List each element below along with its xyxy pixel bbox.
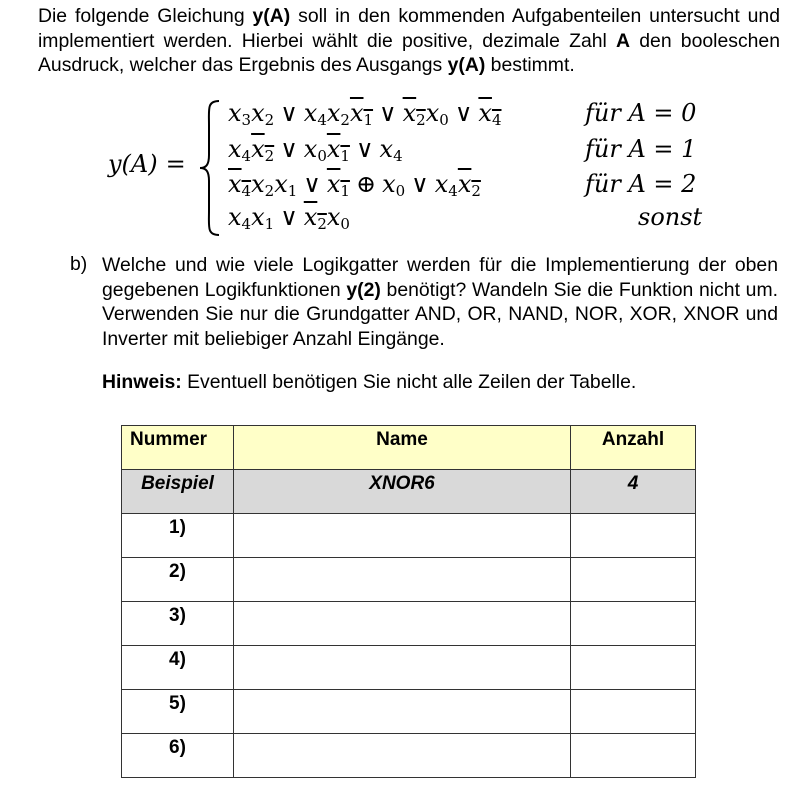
header-anzahl: Anzahl [571, 426, 696, 470]
row-anzahl-cell[interactable] [571, 734, 696, 778]
row-anzahl-cell[interactable] [571, 602, 696, 646]
hint-label: Hinweis: [102, 371, 182, 393]
row-nummer: 6) [122, 734, 234, 778]
equals-sign: = [165, 150, 186, 178]
case-condition: für A = 2 [585, 170, 697, 198]
hint [102, 371, 636, 394]
table-row [122, 514, 696, 558]
equation [0, 95, 812, 240]
row-nummer: 4) [122, 646, 234, 690]
question-text [102, 253, 778, 351]
example-nummer: Beispiel [122, 470, 234, 514]
example-anzahl: 4 [571, 470, 696, 514]
intro-text: soll in den kommenden Aufgabenteilen untersucht und implementiert werden. Hierbei wählt die positive, dezimale Zahl [38, 5, 780, 52]
table-header-row [122, 426, 696, 470]
table-row [122, 646, 696, 690]
row-nummer: 2) [122, 558, 234, 602]
row-name-cell[interactable] [234, 602, 571, 646]
case-condition: für A = 0 [585, 99, 697, 127]
row-anzahl-cell[interactable] [571, 646, 696, 690]
case-condition: sonst [638, 203, 703, 231]
table-row [122, 558, 696, 602]
intro-text: bestimmt. [485, 54, 575, 76]
case-expression: $x_4x_2$ ∨ $x_0x_1$ ∨ $x_4$ [228, 135, 403, 165]
lhs-text: y(A) [108, 150, 158, 178]
row-anzahl-cell[interactable] [571, 690, 696, 734]
intro-paragraph [38, 4, 780, 78]
row-name-cell[interactable] [234, 514, 571, 558]
row-nummer: 1) [122, 514, 234, 558]
header-name: Name [234, 426, 571, 470]
row-anzahl-cell[interactable] [571, 514, 696, 558]
question-bold: y(2) [346, 278, 381, 301]
question-part: Welche und wie viele Logikgatter werden für die Implementierung der oben gegebenen Logikfunktionen [102, 254, 778, 301]
case-expression: $x_4x_1$ ∨ $x_2x_0$ [228, 203, 350, 233]
table-row [122, 690, 696, 734]
case-expression: $x_3x_2$ ∨ $x_4x_2x_1$ ∨ $x_2x_0$ ∨ $x_4$ [228, 99, 502, 129]
brace-icon [197, 99, 223, 237]
intro-bold-a: A [616, 29, 631, 52]
row-nummer: 3) [122, 602, 234, 646]
intro-text: Die folgende Gleichung [38, 5, 253, 27]
row-nummer: 5) [122, 690, 234, 734]
question-number: b) [70, 253, 88, 275]
intro-text: den booleschen Ausdruck, welcher das Ergebnis des Ausgangs [38, 29, 780, 76]
intro-bold-y: y(A) [447, 54, 486, 76]
equation-lhs [108, 150, 186, 178]
example-name: XNOR6 [234, 470, 571, 514]
hint-text: Eventuell benötigen Sie nicht alle Zeilen der Tabelle. [181, 371, 637, 393]
row-name-cell[interactable] [234, 734, 571, 778]
question-part: benötigt? Wandeln Sie die Funktion nicht um. Verwenden Sie nur die Grundgatter AND, OR, NAND, NOR, XOR, XNOR und Inverter mit beliebiger Anzahl Eingänge. [102, 278, 779, 350]
table-row [122, 602, 696, 646]
row-anzahl-cell[interactable] [571, 558, 696, 602]
case-expression: $x_4x_2x_1$ ∨ $x_1$ ⊕ $x_0$ ∨ $x_4x_2$ [228, 170, 481, 200]
case-condition: für A = 1 [585, 135, 697, 163]
row-name-cell[interactable] [234, 646, 571, 690]
header-nummer: Nummer [122, 426, 234, 470]
gates-table [121, 425, 696, 778]
row-name-cell[interactable] [234, 690, 571, 734]
intro-bold-y: y(A) [252, 5, 291, 27]
row-name-cell[interactable] [234, 558, 571, 602]
table-row [122, 734, 696, 778]
example-row [122, 470, 696, 514]
